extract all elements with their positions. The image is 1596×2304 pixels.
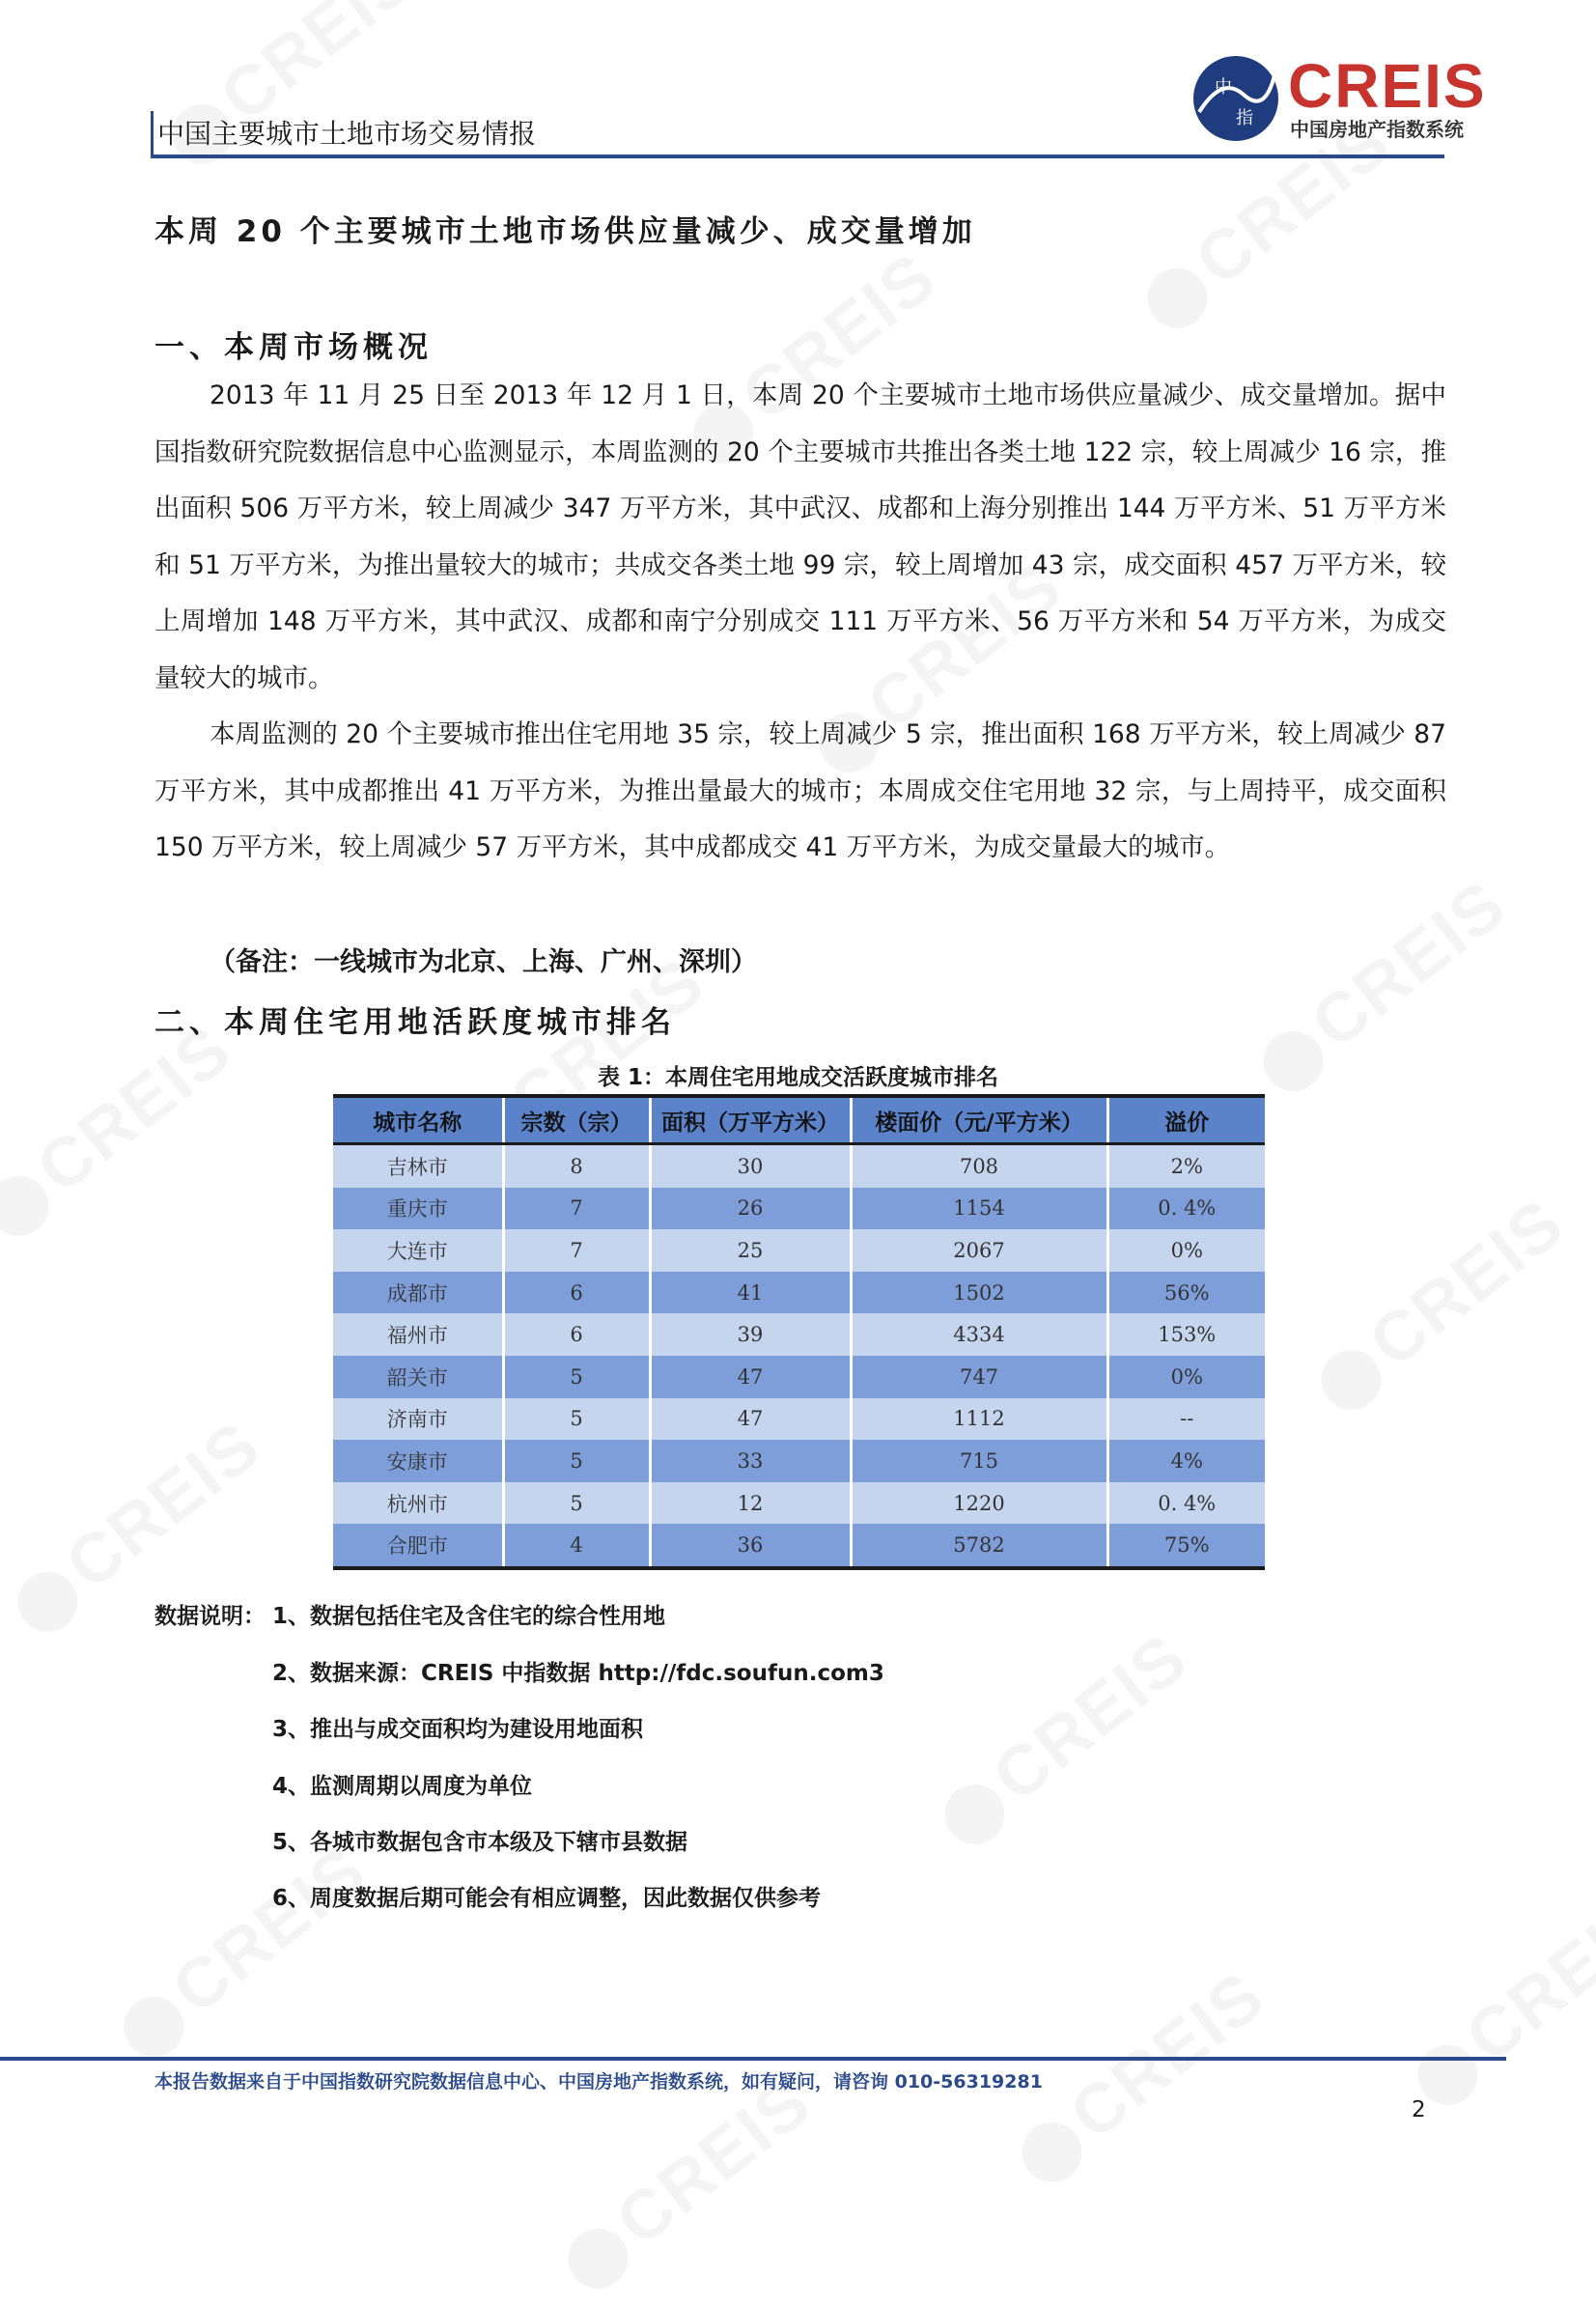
table-cell: 6 <box>503 1272 650 1314</box>
table-cell: 708 <box>851 1144 1107 1188</box>
creis-logo <box>1193 50 1512 147</box>
table-cell: 1220 <box>851 1482 1107 1525</box>
logo-mark-char-2: 指 <box>1236 108 1253 128</box>
table-cell: 26 <box>650 1188 851 1230</box>
table-cell: 153% <box>1107 1313 1265 1356</box>
data-note-item: 3、推出与成交面积均为建设用地面积 <box>272 1717 644 1742</box>
table-cell: 韶关市 <box>333 1356 503 1398</box>
table-row <box>333 1144 1265 1188</box>
table-cell: 36 <box>650 1524 851 1566</box>
table-row <box>333 1482 1265 1525</box>
table-cell: 大连市 <box>333 1229 503 1272</box>
tier-one-note: （备注：一线城市为北京、上海、广州、深圳） <box>210 947 757 977</box>
table-cell: 0% <box>1107 1356 1265 1398</box>
table-header-row <box>333 1098 1265 1144</box>
watermark <box>0 1010 246 1252</box>
watermark <box>152 0 431 180</box>
column-header: 楼面价（元/平方米） <box>851 1098 1107 1144</box>
header-divider <box>151 155 1444 158</box>
table-row <box>333 1272 1265 1314</box>
column-header: 面积（万平方米） <box>650 1098 851 1144</box>
table-cell: 1112 <box>851 1398 1107 1441</box>
table-row <box>333 1229 1265 1272</box>
table-cell: 4334 <box>851 1313 1107 1356</box>
table-cell: 0. 4% <box>1107 1188 1265 1230</box>
column-header: 宗数（宗） <box>503 1098 650 1144</box>
table-cell: 56% <box>1107 1272 1265 1314</box>
table-cell: 4% <box>1107 1440 1265 1482</box>
watermark <box>547 2063 826 2304</box>
table-cell: 25 <box>650 1229 851 1272</box>
column-header: 溢价 <box>1107 1098 1265 1144</box>
table-row <box>333 1188 1265 1230</box>
table-cell: 杭州市 <box>333 1482 503 1525</box>
header-accent-bar <box>151 111 154 156</box>
header-title: 中国主要城市土地市场交易情报 <box>157 118 537 150</box>
table-cell: 济南市 <box>333 1398 503 1441</box>
table-cell: 2% <box>1107 1144 1265 1188</box>
paragraph-overview: 2013 年 11 月 25 日至 2013 年 12 月 1 日，本周 20 个主要城市土地市场供应量减少、成交量增加。据中国指数研究院数据信息中心监测显示，本周监测的 20 个主要城市共推出各类土地 122 宗，较上周减少 16 宗，推出面积 506 万平方米，较上周减少 347 万平方米，其中武汉、成都和上海分别推出 144 万平方米、51 万平方米和 51 万平方米，为推出量较大的城市；共成交各类土地 99 宗，较上周增加 43 宗，成交面积 457 万平方米，较上周增加 148 万平方米，其中武汉、成都和南宁分别成交 111 万平方米、56 万平方米和 54 万平方米，为成交量较大的城市。 <box>154 380 1446 693</box>
table-cell: 0% <box>1107 1229 1265 1272</box>
table-cell: 0. 4% <box>1107 1482 1265 1525</box>
table-cell: 重庆市 <box>333 1188 503 1230</box>
table-cell: 747 <box>851 1356 1107 1398</box>
table-row <box>333 1356 1265 1398</box>
table-caption: 表 1：本周住宅用地成交活跃度城市排名 <box>597 1065 998 1090</box>
table-row <box>333 1440 1265 1482</box>
logo-text: CREIS <box>1288 51 1487 121</box>
table-row <box>333 1524 1265 1566</box>
page-number: 2 <box>1412 2097 1426 2122</box>
table-row <box>333 1398 1265 1441</box>
table-cell: 41 <box>650 1272 851 1314</box>
footer-contact: 本报告数据来自于中国指数研究院数据信息中心、中国房地产指数系统，如有疑问，请咨询 010-56319281 <box>154 2071 1043 2093</box>
table-cell: 4 <box>503 1524 650 1566</box>
column-header: 城市名称 <box>333 1098 503 1144</box>
data-note-item: 4、监测周期以周度为单位 <box>272 1774 533 1799</box>
table-cell: 吉林市 <box>333 1144 503 1188</box>
table-cell: 5 <box>503 1398 650 1441</box>
table-row <box>333 1313 1265 1356</box>
table-cell: 6 <box>503 1313 650 1356</box>
table-cell: 5 <box>503 1356 650 1398</box>
table-cell: 合肥市 <box>333 1524 503 1566</box>
footer-divider <box>0 2057 1506 2061</box>
table-cell: 福州市 <box>333 1313 503 1356</box>
paragraph-residential: 本周监测的 20 个主要城市推出住宅用地 35 宗，较上周减少 5 宗，推出面积 168 万平方米，较上周减少 87 万平方米，其中成都推出 41 万平方米，为推出量最大的城市；本周成交住宅用地 32 宗，与上周持平，成交面积 150 万平方米，较上周减少 57 万平方米，其中成都成交 41 万平方米，为成交量最大的城市。 <box>154 719 1446 862</box>
table-cell: 2067 <box>851 1229 1107 1272</box>
table-cell: 8 <box>503 1144 650 1188</box>
table-cell: 7 <box>503 1188 650 1230</box>
table-cell: 安康市 <box>333 1440 503 1482</box>
page-title: 本周 20 个主要城市土地市场供应量减少、成交量增加 <box>154 214 976 249</box>
table-cell: 47 <box>650 1398 851 1441</box>
section-2-title: 二、本周住宅用地活跃度城市排名 <box>154 1005 676 1040</box>
watermark <box>924 1618 1203 1861</box>
watermark <box>1397 1879 1596 2121</box>
table-cell: 33 <box>650 1440 851 1482</box>
table-cell: 成都市 <box>333 1272 503 1314</box>
watermark <box>1301 1184 1580 1426</box>
table-cell: 30 <box>650 1144 851 1188</box>
logo-subtitle: 中国房地产指数系统 <box>1290 118 1464 141</box>
table-cell: 47 <box>650 1356 851 1398</box>
table-cell: 715 <box>851 1440 1107 1482</box>
data-note-item: 5、各城市数据包含市本级及下辖市县数据 <box>272 1830 688 1855</box>
table-cell: -- <box>1107 1398 1265 1441</box>
table-cell: 75% <box>1107 1524 1265 1566</box>
data-notes-label: 数据说明： <box>154 1604 266 1629</box>
watermark <box>103 1831 382 2073</box>
table-cell: 39 <box>650 1313 851 1356</box>
data-note-item: 6、周度数据后期可能会有相应调整，因此数据仅供参考 <box>272 1886 822 1911</box>
logo-mark-char-1: 中 <box>1215 77 1232 98</box>
logo-emblem-icon <box>1193 56 1278 141</box>
table-cell: 5782 <box>851 1524 1107 1566</box>
section-1-title: 一、本周市场概况 <box>154 330 433 365</box>
table-cell: 5 <box>503 1482 650 1525</box>
table-cell: 1502 <box>851 1272 1107 1314</box>
table-cell: 12 <box>650 1482 851 1525</box>
data-note-item: 1、数据包括住宅及含住宅的综合性用地 <box>272 1604 666 1629</box>
data-note-item: 2、数据来源：CREIS 中指数据 http://fdc.soufun.com3 <box>272 1661 884 1686</box>
table-cell: 5 <box>503 1440 650 1482</box>
table-cell: 7 <box>503 1229 650 1272</box>
ranking-table <box>333 1094 1265 1570</box>
watermark <box>1001 1956 1280 2199</box>
table-cell: 1154 <box>851 1188 1107 1230</box>
